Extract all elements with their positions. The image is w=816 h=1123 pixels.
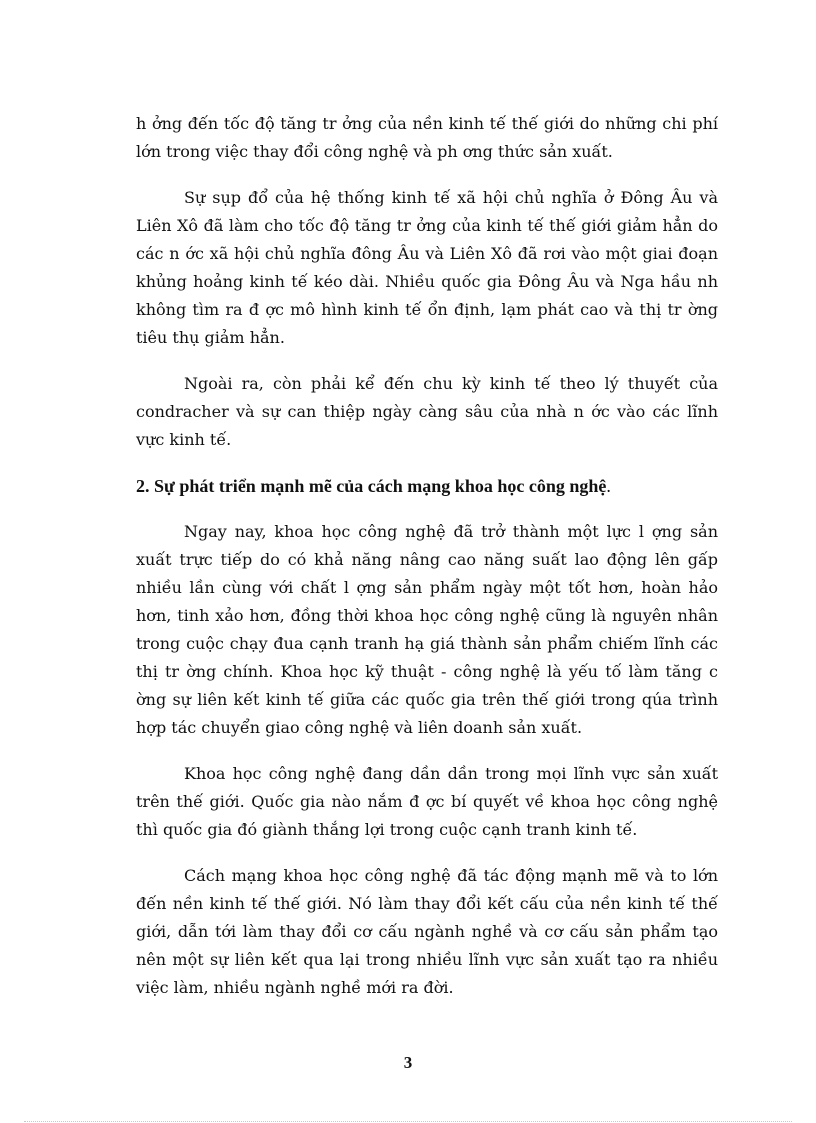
page-number: 3 — [403, 1053, 413, 1072]
paragraph-3: Ngoài ra, còn phải kể đến chu kỳ kinh tế theo lý thuyết của condracher và sự can thiệp ngày càng sâu của nhà n ớc vào các lĩnh vực kinh tế. — [136, 374, 718, 449]
paragraph-1: h ởng đến tốc độ tăng tr ởng của nền kinh tế thế giới do những chi phí lớn trong việc thay đổi công nghệ và ph ơng thức sản xuất. — [136, 114, 718, 161]
section-heading-text: 2. Sự phát triển mạnh mẽ của cách mạng khoa học công nghệ — [136, 476, 607, 496]
paragraph-5: Khoa học công nghệ đang dần dần trong mọi lĩnh vực sản xuất trên thế giới. Quốc gia nào nắm đ ợc bí quyết về khoa học công nghệ thì quốc gia đó giành thắng lợi trong cuộc cạnh tranh kinh tế. — [136, 764, 718, 839]
paragraph-2: Sự sụp đổ của hệ thống kinh tế xã hội chủ nghĩa ở Đông Âu và Liên Xô đã làm cho tốc độ tăng tr ởng của kinh tế thế giới giảm hẳn do các n ớc xã hội chủ nghĩa đông Âu và Liên Xô đã rơi vào một giai đoạn khủng hoảng kinh tế kéo dài. Nhiều quốc gia Đông Âu và Nga hầu nh không tìm ra đ ợc mô hình kinh tế ổn định, lạm phát cao và thị tr ờng tiêu thụ giảm hẳn. — [136, 188, 718, 347]
paragraph-4: Ngay nay, khoa học công nghệ đã trở thành một lực l ợng sản xuất trực tiếp do có khả năng nâng cao năng suất lao động lên gấp nhiều lần cùng với chất l ợng sản phẩm ngày một tốt hơn, hoàn hảo hơn, tinh xảo hơn, đồng thời khoa học công nghệ cũng là nguyên nhân trong cuộc chạy đua cạnh tranh hạ giá thành sản phẩm chiếm lĩnh các thị tr ờng chính. Khoa học kỹ thuật - công nghệ là yếu tố làm tăng c ờng sự liên kết kinh tế giữa các quốc gia trên thế giới trong qúa trình hợp tác chuyển giao công nghệ và liên doanh sản xuất. — [136, 522, 718, 737]
section-heading — [136, 472, 718, 500]
paragraph-6: Cách mạng khoa học công nghệ đã tác động mạnh mẽ và to lớn đến nền kinh tế thế giới. Nó làm thay đổi kết cấu của nền kinh tế thế giới, dẫn tới làm thay đổi cơ cấu ngành nghề và cơ cấu sản phẩm tạo nên một sự liên kết qua lại trong nhiều lĩnh vực sản xuất tạo ra nhiều việc làm, nhiều ngành nghề mới ra đời. — [136, 866, 718, 997]
page-body — [136, 110, 718, 1020]
page-bottom-edge — [24, 1121, 792, 1122]
section-heading-period: . — [606, 476, 611, 496]
